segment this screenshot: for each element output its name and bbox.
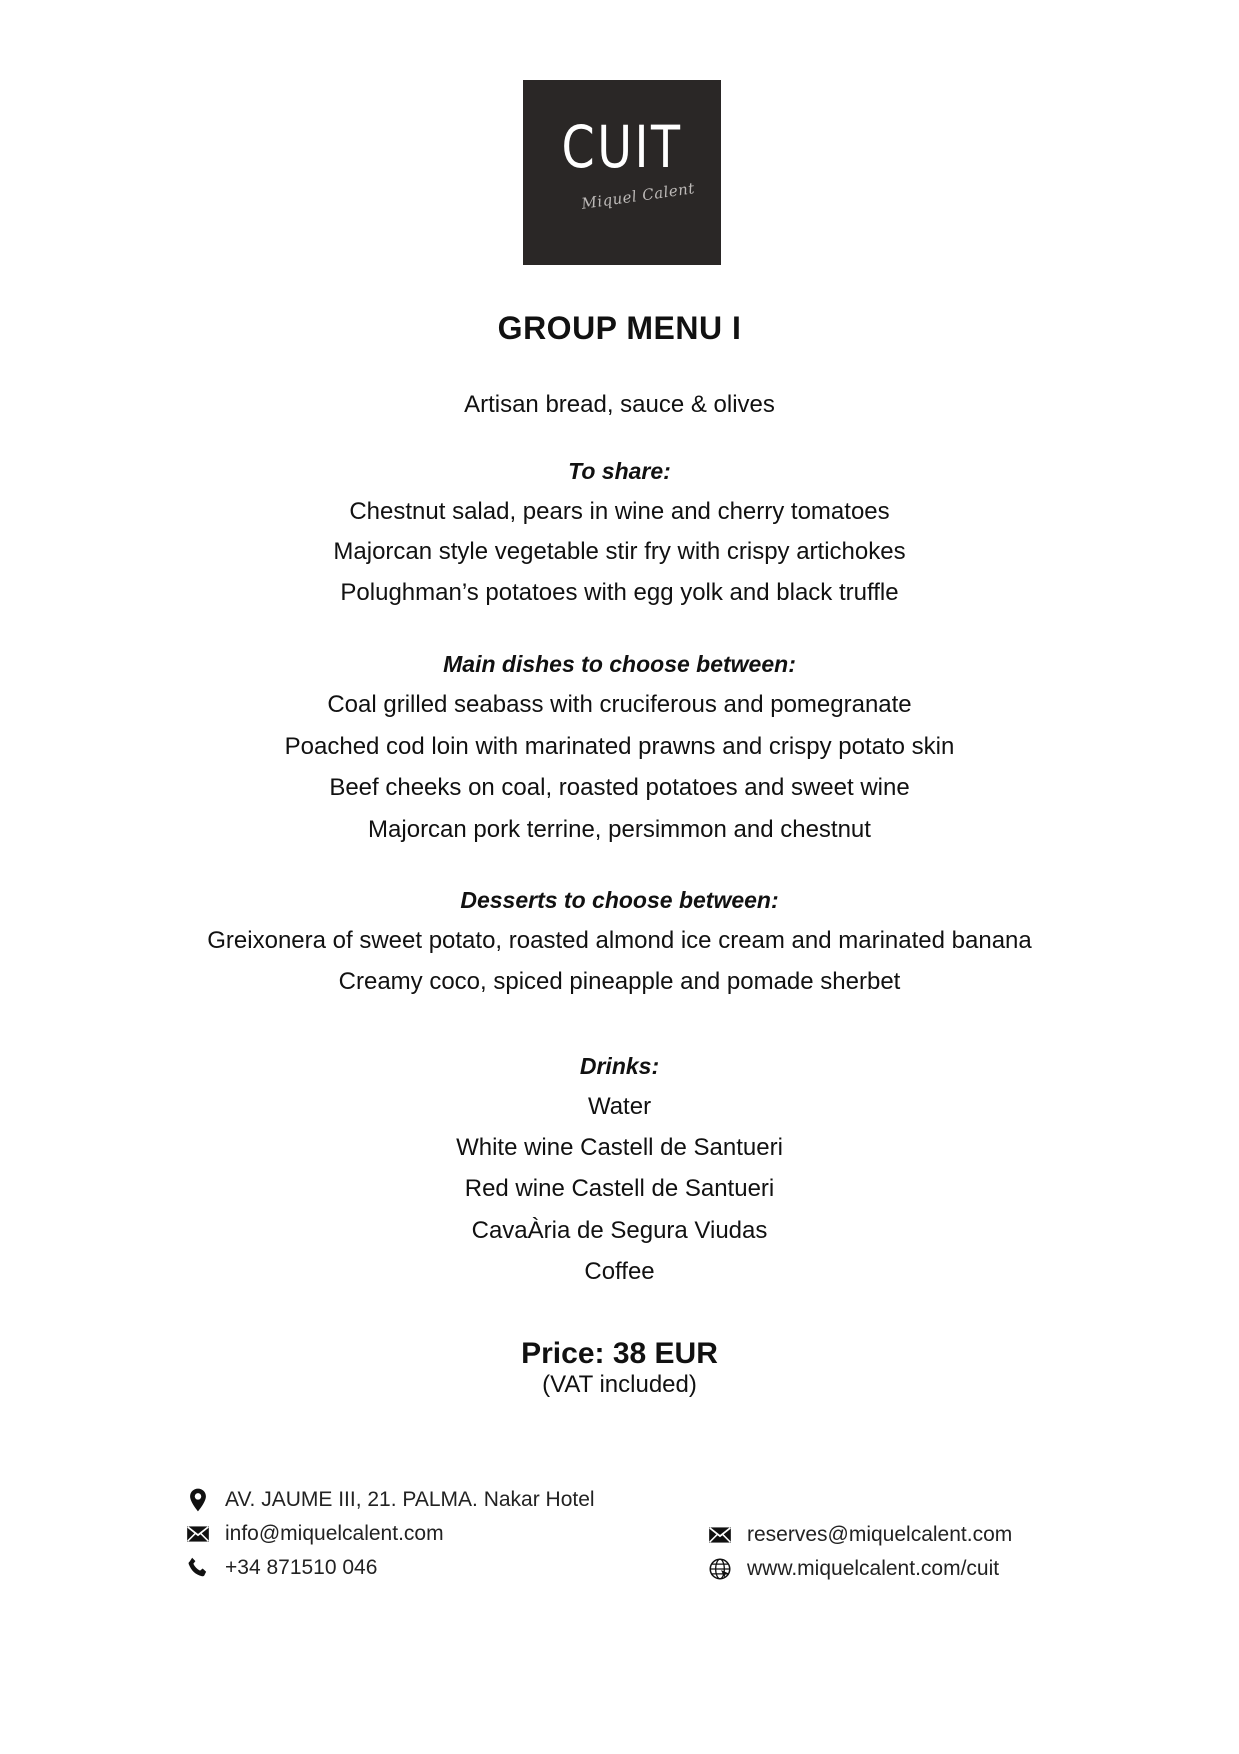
website-line [707,1555,999,1583]
info-email-line [185,1520,444,1548]
menu-item: Coal grilled seabass with cruciferous and pomegranate [327,691,912,718]
menu-item: Polughman’s potatoes with egg yolk and black truffle [340,579,899,606]
menu-item: Greixonera of sweet potato, roasted almond ice cream and marinated banana [207,927,1032,954]
menu-title: GROUP MENU I [497,310,742,346]
section-heading-main-dishes: Main dishes to choose between: [443,651,796,677]
menu-item: Majorcan pork terrine, persimmon and chestnut [368,816,871,843]
cuit-logo [523,80,721,265]
menu-item: Poached cod loin with marinated prawns and crispy potato skin [284,733,955,760]
menu-item: Beef cheeks on coal, roasted potatoes and sweet wine [329,774,910,801]
address-text: AV. JAUME III, 21. PALMA. Nakar Hotel [225,1488,595,1511]
menu-item: Majorcan style vegetable stir fry with crispy artichokes [333,538,906,565]
globe-icon [707,1556,733,1582]
menu-item: Red wine Castell de Santueri [464,1175,775,1202]
logo-signature: Miquel Calent [580,179,696,213]
menu-price: Price: 38 EUR [521,1337,718,1370]
envelope-icon [707,1522,733,1548]
menu-item: Water [587,1093,652,1120]
menu-item: Chestnut salad, pears in wine and cherry tomatoes [349,498,890,525]
menu-intro: Artisan bread, sauce & olives [464,391,775,418]
location-pin-icon [185,1487,211,1513]
phone-line [185,1554,377,1582]
reserves-email-link[interactable]: reserves@miquelcalent.com [747,1523,1013,1546]
reserves-email-line [707,1521,1012,1549]
section-heading-to-share: To share: [568,458,671,484]
phone-icon [185,1555,211,1581]
logo-wordmark: CUIT [561,113,683,181]
menu-item: White wine Castell de Santueri [456,1134,783,1161]
website-link[interactable]: www.miquelcalent.com/cuit [747,1557,1000,1580]
envelope-icon [185,1521,211,1547]
menu-item: CavaÀria de Segura Viudas [471,1217,768,1244]
menu-item: Creamy coco, spiced pineapple and pomade sherbet [338,968,901,995]
section-heading-drinks: Drinks: [579,1053,660,1079]
phone-link[interactable]: +34 871510 046 [225,1556,378,1579]
address-line [185,1486,595,1514]
menu-item: Coffee [584,1258,655,1285]
vat-note: (VAT included) [542,1371,697,1398]
info-email-link[interactable]: info@miquelcalent.com [225,1522,444,1545]
section-heading-desserts: Desserts to choose between: [460,887,779,913]
